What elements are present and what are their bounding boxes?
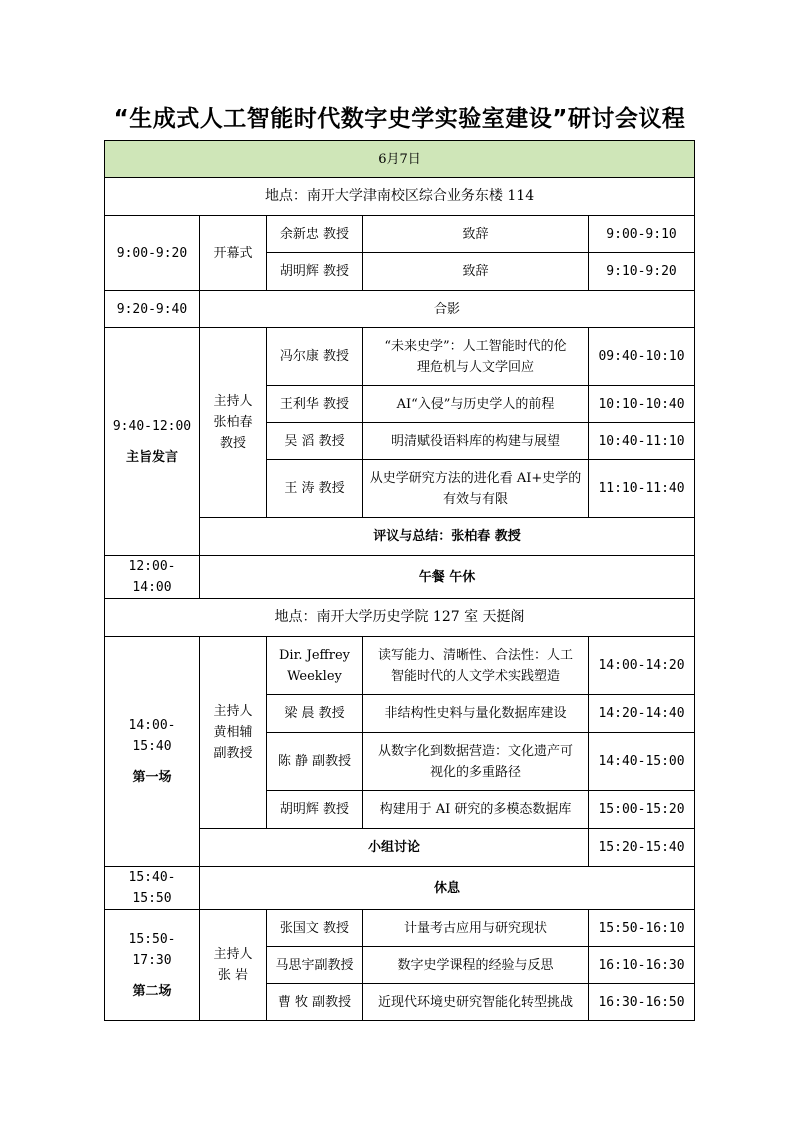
host-label: 主持人	[213, 394, 253, 409]
speaker-line: Weekley	[287, 668, 342, 684]
host-cell	[200, 328, 267, 518]
host-cell	[200, 637, 267, 829]
table-row	[105, 216, 695, 253]
speaker-cell: 余新忠 教授	[267, 216, 363, 253]
time-cell: 15:20-15:40	[589, 829, 695, 867]
speaker-cell	[267, 637, 363, 695]
host-name: 黄相辅	[213, 725, 253, 740]
host-name: 张柏春	[213, 415, 253, 430]
date-row	[105, 141, 695, 178]
host-title: 副教授	[213, 746, 253, 761]
time-cell: 10:40-11:10	[589, 423, 695, 460]
session-name: 开幕式	[200, 216, 267, 291]
activity-cell: 休息	[200, 867, 695, 910]
topic-cell: 致辞	[363, 253, 589, 291]
session-name: 主旨发言	[125, 449, 178, 465]
speaker-cell: 吴 滔 教授	[267, 423, 363, 460]
speaker-cell: 冯尔康 教授	[267, 328, 363, 386]
topic-cell: 致辞	[363, 216, 589, 253]
table-row	[105, 556, 695, 599]
session-time: 9:00-9:20	[105, 216, 200, 291]
activity-cell: 午餐 午休	[200, 556, 695, 599]
table-row	[105, 328, 695, 386]
host-label: 主持人	[213, 947, 253, 962]
topic-line: 智能时代的人文学术实践塑造	[390, 668, 560, 684]
time-cell: 14:00-14:20	[589, 637, 695, 695]
table-row	[105, 910, 695, 947]
topic-cell	[363, 733, 589, 791]
time-cell: 16:30-16:50	[589, 984, 695, 1021]
host-title: 教授	[219, 436, 246, 451]
host-label: 主持人	[213, 704, 253, 719]
discussion-cell: 小组讨论	[200, 829, 589, 867]
agenda-table	[104, 140, 695, 1021]
topic-line: 从数字化到数据营造：文化遗产可	[377, 743, 573, 759]
session-time-cell	[105, 910, 200, 1021]
time-cell: 09:40-10:10	[589, 328, 695, 386]
time-cell: 10:10-10:40	[589, 386, 695, 423]
time-cell: 11:10-11:40	[589, 460, 695, 518]
time-cell: 15:00-15:20	[589, 791, 695, 829]
speaker-cell: 王 涛 教授	[267, 460, 363, 518]
topic-cell	[363, 637, 589, 695]
speaker-cell: 马思宇副教授	[267, 947, 363, 984]
summary-cell: 评议与总结：张柏春 教授	[200, 518, 695, 556]
topic-line: 从史学研究方法的进化看 AI+史学的	[369, 470, 582, 486]
time-cell: 9:10-9:20	[589, 253, 695, 291]
page-title: “生成式人工智能时代数字史学实验室建设”研讨会议程	[113, 106, 686, 132]
topic-cell: 构建用于 AI 研究的多模态数据库	[363, 791, 589, 829]
session-time-cell	[105, 637, 200, 867]
location-row	[105, 178, 695, 216]
topic-line: 读写能力、清晰性、合法性：人工	[377, 647, 573, 663]
session-time: 15:40-15:50	[105, 867, 200, 910]
speaker-cell: 梁 晨 教授	[267, 695, 363, 733]
speaker-line: Dir. Jeffrey	[278, 647, 351, 663]
topic-line: “未来史学”：人工智能时代的伦	[384, 338, 567, 354]
speaker-cell: 胡明辉 教授	[267, 791, 363, 829]
topic-cell: 计量考古应用与研究现状	[363, 910, 589, 947]
topic-cell	[363, 460, 589, 518]
location-cell: 地点：南开大学津南校区综合业务东楼 114	[105, 178, 695, 216]
session-name: 第二场	[132, 983, 172, 999]
session-time: 15:50-17:30	[128, 931, 176, 968]
session-time: 14:00-15:40	[128, 718, 176, 754]
host-name: 张 岩	[217, 968, 249, 983]
topic-cell: 明清赋役语料库的构建与展望	[363, 423, 589, 460]
location-row	[105, 599, 695, 637]
table-row	[105, 637, 695, 695]
topic-line: 理危机与人文学回应	[416, 359, 534, 375]
time-cell: 9:00-9:10	[589, 216, 695, 253]
time-cell: 15:50-16:10	[589, 910, 695, 947]
session-time: 9:20-9:40	[105, 291, 200, 328]
time-cell: 16:10-16:30	[589, 947, 695, 984]
speaker-cell: 张国文 教授	[267, 910, 363, 947]
table-row	[105, 291, 695, 328]
session-time: 9:40-12:00	[112, 418, 192, 434]
session-time: 12:00-14:00	[105, 556, 200, 599]
date-cell: 6月7日	[105, 141, 695, 178]
topic-cell: 近现代环境史研究智能化转型挑战	[363, 984, 589, 1021]
topic-line: 视化的多重路径	[429, 764, 521, 780]
topic-cell	[363, 328, 589, 386]
session-name: 第一场	[132, 770, 172, 785]
table-row	[105, 867, 695, 910]
topic-cell: 非结构性史料与量化数据库建设	[363, 695, 589, 733]
topic-cell: AI“入侵”与历史学人的前程	[363, 386, 589, 423]
activity-cell: 合影	[200, 291, 695, 328]
topic-cell: 数字史学课程的经验与反思	[363, 947, 589, 984]
speaker-cell: 胡明辉 教授	[267, 253, 363, 291]
speaker-cell: 王利华 教授	[267, 386, 363, 423]
location-cell: 地点：南开大学历史学院 127 室 天挺阁	[105, 599, 695, 637]
speaker-cell: 陈 静 副教授	[267, 733, 363, 791]
speaker-cell: 曹 牧 副教授	[267, 984, 363, 1021]
topic-line: 有效与有限	[442, 491, 508, 507]
time-cell: 14:40-15:00	[589, 733, 695, 791]
host-cell	[200, 910, 267, 1021]
session-time-cell	[105, 328, 200, 556]
time-cell: 14:20-14:40	[589, 695, 695, 733]
